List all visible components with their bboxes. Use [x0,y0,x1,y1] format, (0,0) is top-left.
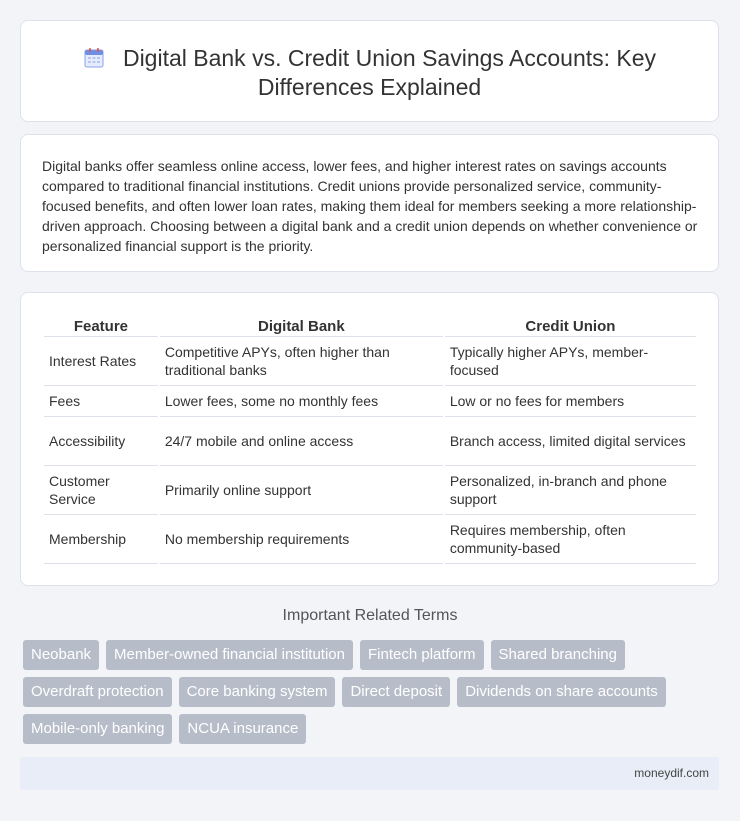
related-term-tag[interactable]: Neobank [23,640,99,670]
table-row [44,515,696,564]
table-header-row [44,315,696,337]
related-term-tag[interactable]: Overdraft protection [23,677,172,707]
related-term-tag[interactable]: NCUA insurance [179,714,306,744]
related-terms-title: Important Related Terms [282,607,458,624]
table-cell: Interest Rates [44,337,158,386]
page-title-wrap [21,44,718,102]
table-row [44,466,696,515]
header-credit-union: Credit Union [445,315,696,337]
related-term-tag[interactable]: Shared branching [491,640,625,670]
title-card [20,20,719,122]
table-row [44,417,696,466]
table-cell: Accessibility [44,417,158,466]
related-term-tag[interactable]: Core banking system [179,677,336,707]
table-cell: Low or no fees for members [445,386,696,417]
table-cell: Fees [44,386,158,417]
table-cell: Customer Service [44,466,158,515]
footer-site-link[interactable]: moneydif.com [634,766,709,780]
table-cell: Branch access, limited digital services [445,417,696,466]
comparison-table-card [20,292,719,586]
intro-card [20,134,719,272]
table-row [44,337,696,386]
header-digital-bank: Digital Bank [160,315,443,337]
page-title: Digital Bank vs. Credit Union Savings Accounts: Key Differences Explained [122,45,657,100]
table-cell: 24/7 mobile and online access [160,417,443,466]
table-cell: Membership [44,515,158,564]
table-cell: Primarily online support [160,466,443,515]
table-cell: Competitive APYs, often higher than traditional banks [160,337,443,386]
related-terms-list [23,640,713,744]
related-term-tag[interactable]: Dividends on share accounts [457,677,666,707]
table-cell: Lower fees, some no monthly fees [160,386,443,417]
comparison-table [42,315,698,564]
related-term-tag[interactable]: Member-owned financial institution [106,640,353,670]
table-row [44,386,696,417]
table-cell: Typically higher APYs, member-focused [445,337,696,386]
related-term-tag[interactable]: Mobile-only banking [23,714,172,744]
related-term-tag[interactable]: Fintech platform [360,640,484,670]
footer [20,757,719,790]
header-feature: Feature [44,315,158,337]
calendar-icon [83,47,105,69]
table-cell: No membership requirements [160,515,443,564]
table-cell: Personalized, in-branch and phone support [445,466,696,515]
related-term-tag[interactable]: Direct deposit [342,677,450,707]
table-cell: Requires membership, often community-based [445,515,696,564]
intro-paragraph: Digital banks offer seamless online access, lower fees, and higher interest rates on savings accounts compared to traditional financial institutions. Credit unions provide personalized service, community-focused benefits, and often lower loan rates, making them ideal for members seeking a more relationship-driven approach. Choosing between a digital bank and a credit union depends on whether convenience or personalized financial support is the priority. [42,158,698,254]
